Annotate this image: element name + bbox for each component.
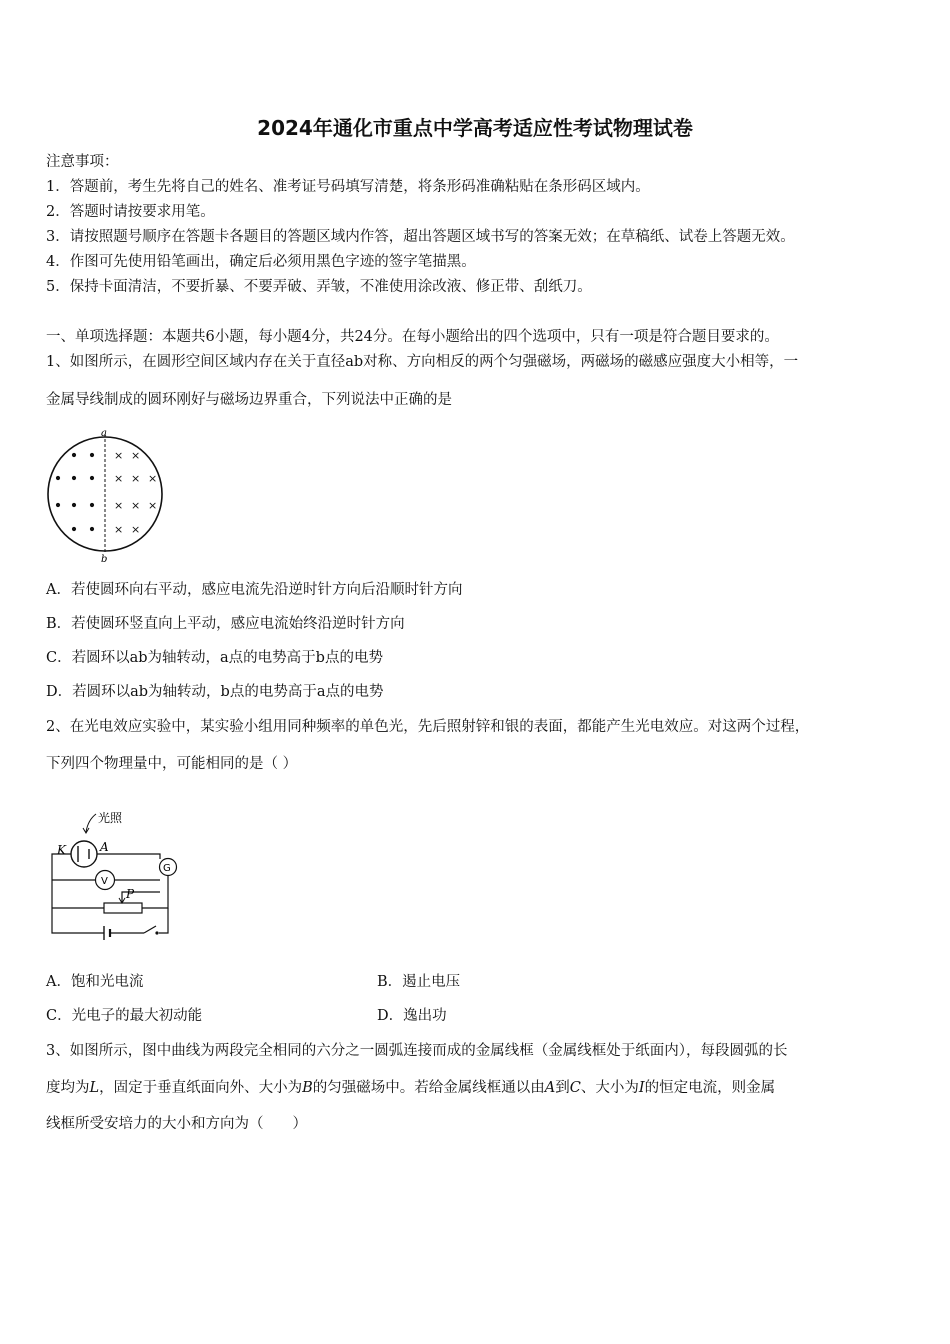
q2-stem-line1: 2、在光电效应实验中，某实验小组用同种频率的单色光，先后照射锌和银的表面，都能产生光电效应。对这两个过程， bbox=[46, 719, 810, 735]
q1-field-crosses bbox=[114, 449, 157, 536]
section-heading: 一、单项选择题：本题共6小题，每小题4分，共24分。在每小题给出的四个选项中，只有一项是符合题目要求的。 bbox=[46, 329, 779, 345]
q2-label-k: K bbox=[57, 843, 66, 857]
q1-magnetic-field-figure bbox=[44, 428, 168, 564]
q2-label-v: V bbox=[101, 876, 108, 887]
q1-stem-line2: 金属导线制成的圆环刚好与磁场边界重合，下列说法中正确的是 bbox=[46, 392, 452, 408]
q1-label-a: a bbox=[101, 428, 107, 439]
page-title: 2024年通化市重点中学高考适应性考试物理试卷 bbox=[257, 116, 693, 140]
notice-item-2: 2．答题时请按要求用笔。 bbox=[46, 204, 215, 220]
notice-item-3: 3．请按照题号顺序在答题卡各题目的答题区域内作答，超出答题区域书写的答案无效；在草稿纸、试卷上答题无效。 bbox=[46, 229, 795, 245]
q1-option-a: A．若使圆环向右平动，感应电流先沿逆时针方向后沿顺时针方向 bbox=[46, 582, 463, 598]
q2-label-a: A bbox=[100, 840, 109, 854]
q3-stem-line1: 3、如图所示，图中曲线为两段完全相同的六分之一圆弧连接而成的金属线框（金属线框处于纸面内），每段圆弧的长 bbox=[46, 1043, 788, 1059]
notice-item-5: 5．保持卡面清洁，不要折暴、不要弄破、弄皱，不准使用涂改液、修正带、刮纸刀。 bbox=[46, 279, 592, 295]
q2-light-label: 光照 bbox=[98, 811, 123, 825]
q2-option-d: D．逸出功 bbox=[377, 1008, 447, 1024]
q1-option-c: C．若圆环以ab为轴转动，a点的电势高于b点的电势 bbox=[46, 650, 383, 666]
q1-option-d: D．若圆环以ab为轴转动，b点的电势高于a点的电势 bbox=[46, 684, 384, 700]
svg-text:×: × bbox=[131, 472, 141, 485]
q1-field-dots bbox=[56, 453, 94, 531]
q3-stem-line2: 度均为L，固定于垂直纸面向外、大小为B的匀强磁场中。若给金属线框通以由A到C、大小为I的恒定电流，则金属 bbox=[46, 1080, 776, 1096]
svg-text:×: × bbox=[114, 472, 124, 485]
q2-switch bbox=[144, 926, 156, 933]
q2-stem-line2: 下列四个物理量中，可能相同的是（ ） bbox=[46, 756, 298, 772]
svg-text:×: × bbox=[114, 523, 124, 536]
svg-text:×: × bbox=[131, 523, 141, 536]
svg-text:×: × bbox=[114, 449, 124, 462]
q2-light-arrow bbox=[86, 814, 96, 832]
q2-rheostat bbox=[104, 903, 142, 913]
q3-stem-line3: 线框所受安培力的大小和方向为（ ） bbox=[46, 1116, 307, 1132]
svg-text:×: × bbox=[131, 499, 141, 512]
svg-text:×: × bbox=[114, 499, 124, 512]
svg-text:×: × bbox=[131, 449, 141, 462]
q2-option-b: B．遏止电压 bbox=[377, 974, 461, 990]
svg-text:×: × bbox=[148, 472, 158, 485]
q2-label-p: P bbox=[126, 887, 135, 901]
q2-label-g: G bbox=[163, 863, 171, 874]
q2-circuit-figure bbox=[46, 800, 188, 944]
q2-option-c: C．光电子的最大初动能 bbox=[46, 1008, 203, 1024]
q1-stem-line1: 1、如图所示，在圆形空间区域内存在关于直径ab对称、方向相反的两个匀强磁场，两磁场的磁感应强度大小相等，一 bbox=[46, 354, 799, 370]
q2-option-a: A．饱和光电流 bbox=[46, 974, 144, 990]
notice-item-4: 4．作图可先使用铅笔画出，确定后必须用黑色字迹的签字笔描黑。 bbox=[46, 254, 476, 270]
q2-phototube bbox=[71, 841, 97, 867]
q1-option-b: B．若使圆环竖直向上平动，感应电流始终沿逆时针方向 bbox=[46, 616, 405, 632]
notice-heading: 注意事项： bbox=[46, 154, 119, 170]
q1-label-b: b bbox=[101, 554, 108, 564]
notice-item-1: 1．答题前，考生先将自己的姓名、准考证号码填写清楚，将条形码准确粘贴在条形码区域内。 bbox=[46, 179, 650, 195]
svg-text:×: × bbox=[148, 499, 158, 512]
